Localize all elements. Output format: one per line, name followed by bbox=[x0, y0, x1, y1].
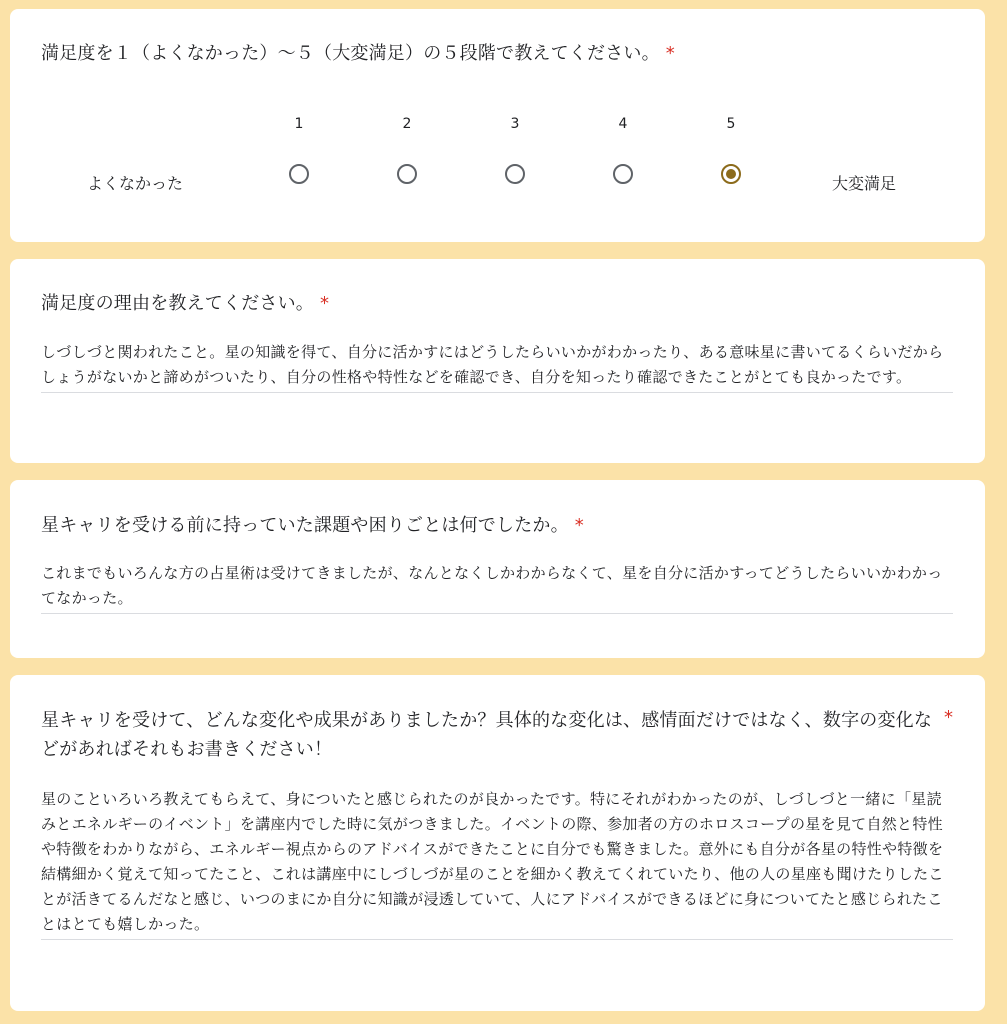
answer-text: しづしづと関われたこと。星の知識を得て、自分に活かすにはどうしたらいいかがわかったり、ある意味星に書いてるくらいだからしょうがないかと諦めがついたり、自分の性格や特性などを確認でき、自分を知ったり確認できたことがとても良かったです。 bbox=[41, 340, 953, 393]
required-asterisk: * bbox=[574, 515, 584, 536]
required-asterisk: * bbox=[320, 293, 330, 314]
question-card-satisfaction-scale bbox=[10, 9, 985, 242]
question-title bbox=[41, 289, 953, 318]
scale-number-3: 3 bbox=[510, 116, 520, 132]
question-title-text: 満足度の理由を教えてください。 bbox=[41, 293, 314, 314]
scale-high-label: 大変満足 bbox=[832, 174, 897, 193]
question-title bbox=[41, 706, 945, 764]
scale-radio-5-selected[interactable] bbox=[721, 164, 741, 184]
scale-radio-3[interactable] bbox=[505, 164, 525, 184]
answer-text: これまでもいろんな方の占星術は受けてきましたが、なんとなくしかわからなくて、星を自分に活かすってどうしたらいいかわかってなかった。 bbox=[41, 561, 953, 614]
scale-radio-2[interactable] bbox=[397, 164, 417, 184]
question-title-text: 星キャリを受けて、どんな変化や成果がありましたか？具体的な変化は、感情面だけではなく、数字の変化などがあればそれもお書きください！ bbox=[41, 710, 933, 760]
scale-radio-1[interactable] bbox=[289, 164, 309, 184]
question-card-satisfaction-reason bbox=[10, 259, 985, 463]
question-title-text: 満足度を１（よくなかった）〜５（大変満足）の５段階で教えてください。 bbox=[41, 43, 660, 64]
question-card-changes-results bbox=[10, 675, 985, 1011]
scale-number-2: 2 bbox=[402, 116, 412, 132]
question-title bbox=[41, 511, 953, 540]
required-asterisk: * bbox=[665, 43, 675, 64]
question-title bbox=[41, 39, 953, 68]
scale-number-1: 1 bbox=[294, 116, 304, 132]
answer-text: 星のこといろいろ教えてもらえて、身についたと感じられたのが良かったです。特にそれがわかったのが、しづしづと一緒に「星読みとエネルギーのイベント」を講座内でした時に気がつきました。イベントの際、参加者の方のホロスコープの星を見て自然と特性や特徴をわかりながら、エネルギー視点からのアドバイスができたことに自分でも驚きました。意外にも自分が各星の特性や特徴を結構細かく覚えて知ってたこと、これは講座中にしづしづが星のことを細かく教えてくれていたり、他の人の星座も聞けたりしたことが活きてるんだなと感じ、いつのまにか自分に知識が浸透していて、人にアドバイスができるほどに身についてたと感じられたことはとても嬉しかった。 bbox=[41, 787, 953, 940]
scale-number-4: 4 bbox=[618, 116, 628, 132]
question-card-prior-issues bbox=[10, 480, 985, 658]
question-title-text: 星キャリを受ける前に持っていた課題や困りごとは何でしたか。 bbox=[41, 515, 569, 536]
required-asterisk: * bbox=[944, 707, 953, 728]
scale-low-label: よくなかった bbox=[87, 174, 184, 193]
scale-number-5: 5 bbox=[726, 116, 736, 132]
scale-radio-4[interactable] bbox=[613, 164, 633, 184]
